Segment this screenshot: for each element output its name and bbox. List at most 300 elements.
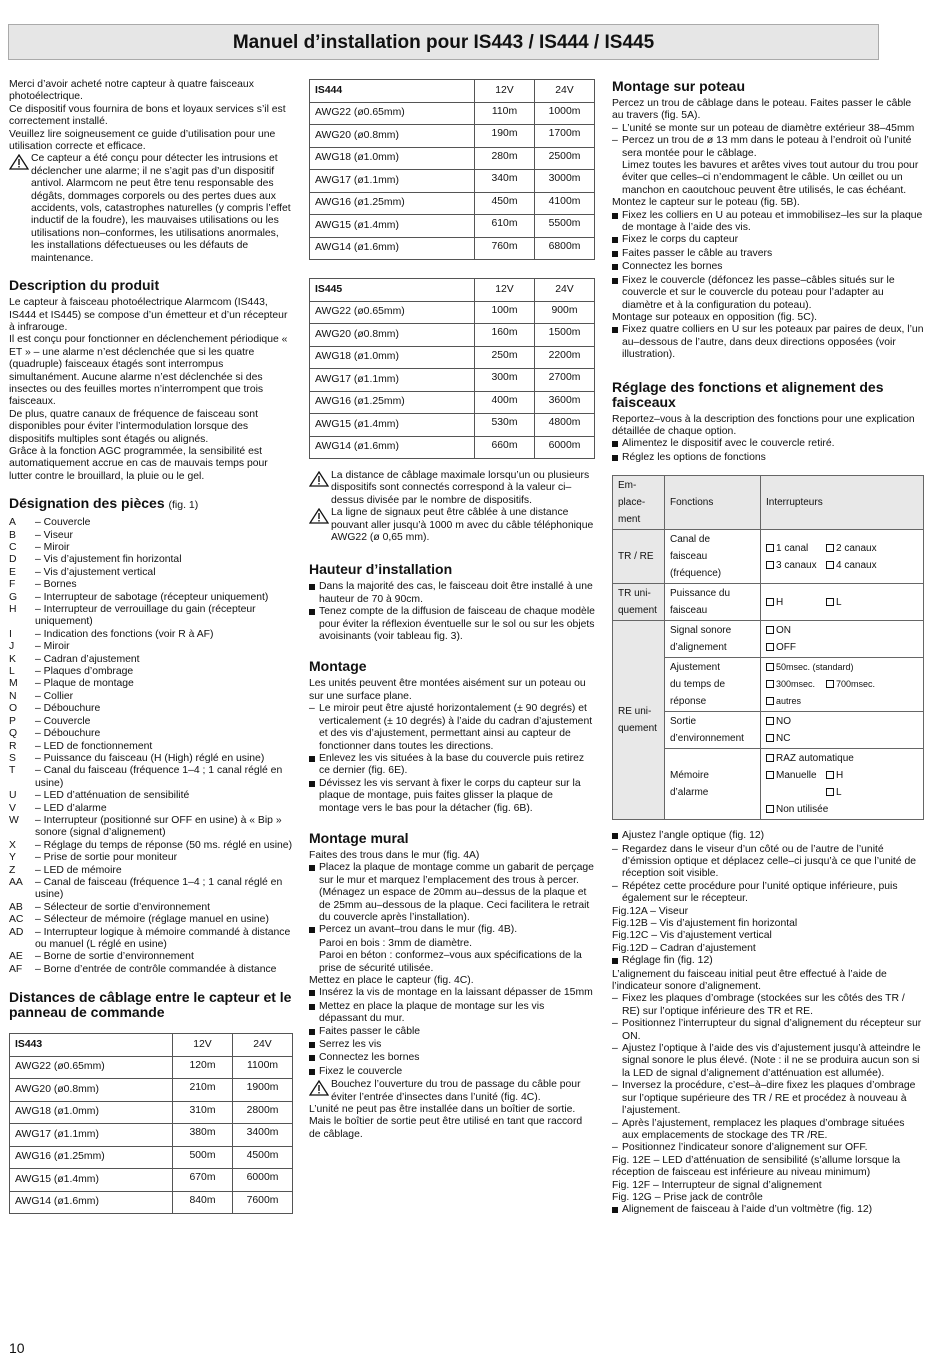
header-cell: IS444 [310,80,475,103]
dash-item: – Inversez la procédure, c’est–à–dire fixez les plaques d’ombrage sur l’optique supérieure des TR / RE et procédez à nouveau à l’ajustement. [612,1080,916,1117]
part-key: V [9,802,16,814]
header-cell: IS443 [10,1034,173,1057]
warning-icon [9,154,29,174]
table-cell: AWG17 (ø1.1mm) [310,369,475,392]
part-key: AA [9,876,23,888]
part-text: – Miroir [35,542,70,553]
part-text: – LED de fonctionnement [35,740,153,752]
section-heading [9,496,293,513]
part-key: AB [9,901,23,913]
part-text: – Couvercle [35,715,91,727]
table-row [10,1079,293,1102]
table-cell: 3400m [233,1124,293,1147]
table-cell: 340m [475,170,535,193]
checkbox[interactable] [766,805,774,813]
part-text: – LED de mémoire [35,864,122,876]
table-cell: AWG17 (ø1.1mm) [10,1124,173,1147]
checkbox[interactable] [766,754,774,762]
part-key: AD [9,926,24,938]
table-header-row [10,1034,293,1057]
dash-item: – L’unité se monte sur un poteau de diamètre extérieur 38–45mm [612,122,915,134]
table-cell: 1700m [535,125,595,148]
table-cell: AWG22 (ø0.65mm) [310,301,475,324]
part-key: AC [9,914,24,926]
part-text: – Cadran d’ajustement [35,653,140,665]
section-heading: Montage mural [309,829,409,846]
parts-list-item [9,666,293,678]
bullet-item: Fixez les colliers en U au poteau et immobilisez–les sur la plaque de montage à l’aide des vis. [612,210,924,235]
wiring-table-is443 [9,1033,293,1214]
table-cell: AWG16 (ø1.25mm) [310,391,475,414]
checkbox[interactable] [766,697,774,705]
intro-paragraph: Veuillez lire soigneusement ce guide d’utilisation pour une utilisation correcte et efficace. [9,128,276,153]
table-row [310,324,595,347]
table-cell: 2800m [233,1101,293,1124]
bullet-item: Connectez les bornes [612,261,924,274]
bullet-item: Connectez les bornes [309,1052,595,1065]
part-key: N [9,690,17,702]
checkbox[interactable] [826,771,834,779]
part-key: U [9,790,17,802]
table-cell: 450m [475,192,535,215]
bullet-item: Alignement de faisceau à l’aide d’un voltmètre (fig. 12) [612,1204,924,1217]
table-cell: 2500m [535,147,595,170]
table-cell: AWG14 (ø1.6mm) [10,1191,173,1214]
column-left [9,79,293,1214]
part-text: – Plaque de montage [35,678,134,690]
part-text: – Canal de faisceau (fréquence 1–4 ; 1 canal réglé en usine) [35,876,283,901]
parts-list [9,517,293,976]
dash-item: – Ajustez l’optique à l’aide des vis d’ajustement jusqu’à atteindre le signal sonore le plus élevé. (Note : il ne se produira aucun son si la LED de signal d’alignement d’atténuation est allumée). [612,1043,921,1079]
table-cell: AWG16 (ø1.25mm) [310,192,475,215]
part-text: – Interrupteur (positionné sur OFF en usine) à « Bip » sonore (signal d’alignement) [35,814,282,839]
checkbox[interactable] [826,544,834,552]
part-text: – Puissance du faisceau (H (High) réglé en usine) [35,752,265,764]
parts-list-item [9,803,293,815]
table-cell: 6800m [535,237,595,260]
parts-list-item [9,567,293,579]
warning-icon [309,1080,329,1100]
table-cell: AWG18 (ø1.0mm) [10,1101,173,1124]
checkbox[interactable] [766,561,774,569]
parts-list-item [9,790,293,802]
part-key: X [9,839,16,851]
part-text: – LED d’atténuation de sensibilité [35,790,190,802]
table-cell: 110m [475,102,535,125]
table-cell: 1900m [233,1079,293,1102]
part-text: – Borne d’entrée de contrôle commandée à distance [35,963,277,975]
paragraph: Montage sur poteaux en opposition (fig. 5C). [612,311,818,323]
figure-ref: Fig.12D – Cadran d’ajustement [612,942,756,954]
table-cell: 6000m [233,1169,293,1192]
figure-ref: Fig. 12E – LED d’atténuation de sensibilité (s’allume lorsque la réception de faisceau est inférieure au niveau minimum) [612,1154,901,1179]
section-heading: Montage sur poteau [612,78,746,94]
part-text: – Vis d’ajustement fin horizontal [35,554,182,566]
parts-list-item [9,517,293,529]
table-row [310,125,595,148]
checkbox[interactable] [766,717,774,725]
bullet-item: Fixez le couvercle (défoncez les passe–câbles situés sur le couvercle et sur le couvercle du poteau pour l’adapter au diamètre et à la configuration du poteau). [612,275,924,312]
table-cell: AWG14 (ø1.6mm) [310,237,475,260]
parts-list-item [9,641,293,653]
figure-ref: Fig.12B – Vis d’ajustement fin horizontal [612,918,798,929]
part-key: P [9,715,16,727]
dash-item: – Regardez dans le viseur d’un côté ou de l’autre de l’unité d’émission optique et déplacez celle–ci jusqu’à ce que l’unité de réception soit visible. [612,843,917,880]
part-key: D [9,554,17,566]
header-cell: 12V [475,279,535,302]
table-cell: 190m [475,125,535,148]
description-paragraph: Il est conçu pour fonctionner en déclenchement périodique « ET » – une alarme n’est déclenchée que si les quatre (quadruple) faisceaux étagés sont interrompus simultanément. Aucune alarme n’est déclenchée si des insectes ou des feuilles mortes n’interrompent que trois faisceaux. [9,334,288,408]
part-text: – Borne de sortie d’environnement [35,951,194,963]
table-row [310,346,595,369]
table-cell: 7600m [233,1191,293,1214]
warning-note [309,1079,595,1104]
table-cell: 4100m [535,192,595,215]
part-key: F [9,579,16,591]
part-text: – Prise de sortie pour moniteur [35,852,178,864]
wiring-table-is444 [309,79,595,260]
function-cell: Canal de faisceau (fréquence) [665,530,761,584]
table-row [310,147,595,170]
table-row [310,436,595,459]
table-row [310,369,595,392]
part-text: – Miroir [35,641,70,653]
part-key: W [9,814,19,826]
bullet-item: Percez un avant–trou dans le mur (fig. 4B). [309,924,595,937]
part-text: – Couvercle [35,517,91,529]
parts-list-item [9,604,293,629]
intro-paragraph: Ce dispositif vous fournira de bons et loyaux services s’il est correctement installé. [9,103,286,128]
table-cell: 1000m [535,102,595,125]
parts-list-item [9,927,293,952]
table-cell: 660m [475,436,535,459]
figure-ref: Fig.12A – Viseur [612,905,689,917]
table-cell: AWG15 (ø1.4mm) [310,215,475,238]
parts-list-item [9,716,293,728]
parts-list-item [9,914,293,926]
part-key: S [9,752,16,764]
bullet-item: Fixez quatre colliers en U sur les poteaux par paires de deux, l’un au–dessous de l’autre, dans deux directions opposées (voir illustration). [612,324,924,361]
table-cell: AWG20 (ø0.8mm) [310,324,475,347]
table-cell: 100m [475,301,535,324]
part-key: AF [9,963,23,975]
dash-item: – Fixez les plaques d’ombrage (stockées sur les côtés des TR / RE) sur l’optique inférieure des TR et RE. [612,993,905,1017]
paragraph: L’alignement du faisceau initial peut être effectué à l’aide de l’indicateur sonore d’alignement. [612,968,887,993]
bullet-item: Fixez le corps du capteur [612,234,924,247]
table-cell: 280m [475,147,535,170]
table-row [310,215,595,238]
part-text: – Débouchure [35,728,101,740]
part-text: – LED d’alarme [35,802,107,814]
part-key: Z [9,864,16,876]
function-table: Em- place- ment Fonctions Interrupteurs TR / RE Canal de faisceau (fréquence) 1 canal 2 canaux 3 canaux 4 canaux TR uni- quement Puissance du faisceau H L RE uni- quement Signal sonore d’alignement ON OFF Ajustement du temps de réponse 50msec. (standard) 300msec. 700msec. autres Sortie d’environnement NO NC Mémoire d’alarme RAZ automatique Manuelle H L Non utilisée [612,475,924,820]
part-text: – Indication des fonctions (voir R à AF) [35,628,214,640]
column-right [612,79,924,1218]
parts-heading: Désignation des pièces [9,495,165,512]
part-text: – Viseur [35,529,73,541]
location-cell: TR / RE [613,530,665,584]
section-heading: Montage [309,658,367,675]
bullet-item: Serrez les vis [309,1039,595,1052]
intro-paragraph: Merci d’avoir acheté notre capteur à quatre faisceaux photoélectrique. [9,79,254,103]
warning-text: Ce capteur a été conçu pour détecter les intrusions et déclencher une alarme; il ne s’agit pas d’un dispositif antivol. Alarmcom ne peut être tenu responsable des dégâts, dommages corporels ou des pertes dues aux accidents, vols, catastrophes naturelles (y compris l’effet inductif de la foudre), les mauvaises utilisations ou les utilisations non–conformes, les utilisations anormales, les installations défectueuses ou les défauts de maintenance. [31,153,291,264]
table-cell: 500m [173,1146,233,1169]
part-key: AE [9,951,23,963]
table-cell: 250m [475,346,535,369]
description-paragraph: De plus, quatre canaux de fréquence de faisceau sont disponibles pour éviter l’intermodulation lorsque des dispositifs multiples sont étagés ou alignés. [9,408,258,445]
header-cell: Interrupteurs [761,476,924,530]
table-row [10,1169,293,1192]
parts-list-item [9,902,293,914]
part-text: – Vis d’ajustement vertical [35,566,156,578]
section-heading: Réglage des fonctions et alignement des faisceaux [612,378,884,410]
description-paragraph: Grâce à la fonction AGC programmée, la sensibilité est automatiquement accrue en cas de mauvais temps pour lutter contre le brouillard, la pluie ou le gel. [9,445,268,482]
table-cell: 4800m [535,414,595,437]
paragraph: L’unité ne peut pas être installée dans un boîtier de sortie. Mais le boîtier de sortie peut être utilisé en tant que raccord de câblage. [309,1104,583,1140]
header-cell: Em- place- ment [613,476,665,530]
function-cell: Sortie d’environnement [665,712,761,749]
table-row [310,237,595,260]
bullet-item: Ajustez l’angle optique (fig. 12) [612,830,924,843]
paragraph: Reportez–vous à la description des fonctions pour une explication détaillée de chaque option. [612,413,915,437]
dash-item: – Percez un trou de ø 13 mm dans le poteau à l’endroit où l’unité sera montée pour le câblage. [612,135,912,159]
part-key: J [9,641,15,653]
header-cell: 24V [233,1034,293,1057]
paragraph: Paroi en béton : conformez–vous aux spécifications de la prise de sécurité utilisée. [319,950,582,974]
bullet-item: Enlevez les vis situées à la base du couvercle puis retirez ce dernier (fig. 6E). [309,753,595,778]
table-cell: 160m [475,324,535,347]
table-cell: 900m [535,301,595,324]
part-key: H [9,604,17,616]
bullet-item: Mettez en place la plaque de montage sur les vis dépassant du mur. [309,1001,595,1026]
table-header-row [310,279,595,302]
checkbox[interactable] [766,680,774,688]
table-cell: AWG20 (ø0.8mm) [10,1079,173,1102]
checkbox[interactable] [766,544,774,552]
header-cell: 24V [535,80,595,103]
parts-list-item [9,852,293,864]
dash-item: – Positionnez l’interrupteur du signal d’alignement du récepteur sur ON. [612,1018,922,1042]
part-text: – Interrupteur de sabotage (récepteur uniquement) [35,591,269,603]
parts-list-item [9,765,293,790]
section-heading: Hauteur d’installation [309,561,453,578]
part-key: A [9,517,16,529]
section-heading: Description du produit [9,277,160,294]
paragraph: Paroi en bois : 3mm de diamètre. [319,937,473,949]
parts-list-item [9,728,293,740]
parts-list-item [9,741,293,753]
function-cell: Puissance du faisceau [665,584,761,621]
checkbox[interactable] [766,734,774,742]
parts-list-item [9,592,293,604]
table-row [10,1101,293,1124]
page-number: 10 [9,1340,25,1356]
table-cell: 1500m [535,324,595,347]
table-cell: AWG17 (ø1.1mm) [310,170,475,193]
part-text: – Bornes [35,579,77,591]
location-cell: RE uni- quement [613,621,665,820]
parts-list-item [9,542,293,554]
cable-note-text: La ligne de signaux peut être câblée à une distance pouvant aller jusqu’à 1000 m avec du câble téléphonique AWG22 (ø 0,65 mm). [331,507,594,544]
bullet-item: Dans la majorité des cas, le faisceau doit être installé à une hauteur de 70 à 90cm. [309,581,595,606]
table-cell: AWG18 (ø1.0mm) [310,346,475,369]
checkbox[interactable] [766,598,774,606]
table-cell: AWG15 (ø1.4mm) [310,414,475,437]
part-text: – Interrupteur de verrouillage du gain (récepteur uniquement) [35,604,256,628]
table-cell: 210m [173,1079,233,1102]
checkbox[interactable] [766,643,774,651]
part-key: C [9,542,17,553]
table-cell: 310m [173,1101,233,1124]
parts-list-item [9,629,293,641]
parts-list-item [9,554,293,566]
table-cell: 1100m [233,1056,293,1079]
parts-list-item [9,753,293,765]
table-cell: 2700m [535,369,595,392]
part-text: – Sélecteur de sortie d’environnement [35,901,211,913]
paragraph: Montez le capteur sur le poteau (fig. 5B). [612,197,800,209]
table-row [10,1056,293,1079]
checkbox[interactable] [766,663,774,671]
table-cell: AWG14 (ø1.6mm) [310,436,475,459]
table-cell: 760m [475,237,535,260]
parts-list-item [9,877,293,902]
part-text: – Sélecteur de mémoire (réglage manuel en usine) [35,914,269,926]
function-cell: Mémoire d’alarme [665,749,761,820]
function-cell: Ajustement du temps de réponse [665,658,761,712]
part-key: Y [9,852,16,864]
table-cell: AWG20 (ø0.8mm) [310,125,475,148]
figure-ref: Fig. 12F – Interrupteur de signal d’alignement [612,1179,822,1191]
table-header-row [310,80,595,103]
part-key: B [9,529,16,541]
dash-item: – Répétez cette procédure pour l’unité optique inférieure, puis également sur le récepteur. [612,880,898,905]
warning-icon [309,471,329,491]
part-text: – Collier [35,690,74,702]
cable-note [309,507,595,544]
table-row [10,1124,293,1147]
paragraph: Limez toutes les bavures et arêtes vives tout autour du trou pour éviter que celles–ci n’endommagent le câble. Un œillet ou un manchon en caoutchouc peuvent être utilisés, le cas échéant. [622,160,919,196]
parts-list-item [9,579,293,591]
bullet-item: Alimentez le dispositif avec le couvercle retiré. [612,438,924,451]
table-cell: 3000m [535,170,595,193]
checkbox[interactable] [826,561,834,569]
table-row [310,102,595,125]
parts-list-item [9,654,293,666]
header-cell: 24V [535,279,595,302]
warning-icon [309,508,329,528]
bullet-item: Tenez compte de la diffusion de faisceau de chaque modèle pour éviter la réflexion éventuelle sur le sol ou sur les objets avoisinants (voir tableau fig. 3). [309,606,595,643]
part-key: K [9,653,16,665]
bullet-item: Réglage fin (fig. 12) [612,955,924,968]
checkbox[interactable] [826,598,834,606]
paragraph: Mettez en place le capteur (fig. 4C). [309,975,474,986]
table-row [310,192,595,215]
bullet-item: Faites passer le câble au travers [612,248,924,261]
part-text: – Débouchure [35,703,101,715]
description-paragraph: Le capteur à faisceau photoélectrique Alarmcom (IS443, IS444 et IS445) se compose d’un émetteur et d’un récepteur à infrarouge. [9,297,288,333]
dash-item: – Positionnez l’indicateur sonore d’alignement sur OFF. [612,1142,868,1154]
table-row [10,1146,293,1169]
bullet-item: Faites passer le câble [309,1026,595,1039]
bullet-item: Fixez le couvercle [309,1066,595,1079]
warning-text: Bouchez l’ouverture du trou de passage du câble pour éviter l’entrée d’insectes dans l’unité (fig. 4C). [331,1079,581,1103]
parts-list-item [9,691,293,703]
part-key: O [9,703,18,715]
table-cell: 400m [475,391,535,414]
table-row [310,414,595,437]
table-cell: 840m [173,1191,233,1214]
table-cell: 530m [475,414,535,437]
part-key: T [9,765,16,777]
table-row [310,301,595,324]
column-middle [309,79,595,1141]
bullet-item: Placez la plaque de montage comme un gabarit de perçage sur le mur et marquez l’emplacement des trous à percer. (Ménagez un espace de 20mm au–dessus de la plaque et de 25mm au–dessous de la plaque. Ceci facilitera le retrait du couvercle après l’installation). [309,862,595,924]
figure-ref: Fig. 12G – Prise jack de contrôle [612,1191,763,1203]
part-key: I [9,628,12,640]
bullet-item: Réglez les options de fonctions [612,452,924,465]
parts-list-item [9,840,293,852]
table-cell: AWG22 (ø0.65mm) [10,1056,173,1079]
dash-item: – Le miroir peut être ajusté horizontalement (± 90 degrés) et verticalement (± 10 degrés) à l’aide du cadran d’ajustement et des vis d’ajustement, permettant ainsi au capteur de fonctionner dans toutes les directions. [309,703,593,752]
table-cell: 670m [173,1169,233,1192]
checkbox[interactable] [766,626,774,634]
dash-item: – Après l’ajustement, remplacez les plaques d’ombrage situées aux emplacements de stockage des TR /RE. [612,1117,905,1141]
paragraph: Faites des trous dans le mur (fig. 4A) [309,849,480,861]
table-cell: 380m [173,1124,233,1147]
bullet-item: Dévissez les vis servant à fixer le corps du capteur sur la plaque de montage, puis faites glisser la plaque de montage vers le bas pour la détacher (fig. 6B). [309,778,595,815]
bullet-item: Insérez la vis de montage en la laissant dépasser de 15mm [309,987,595,1000]
cable-note-text: La distance de câblage maximale lorsqu’un ou plusieurs dispositifs sont connectés correspond à la valeur ci–dessus divisée par le nombre de dispositifs. [331,470,590,506]
table-cell: AWG16 (ø1.25mm) [10,1146,173,1169]
table-cell: AWG18 (ø1.0mm) [310,147,475,170]
part-key: R [9,740,17,752]
parts-list-item [9,530,293,542]
part-text: – Interrupteur logique à mémoire commandé à distance ou manuel (L réglé en usine) [35,926,291,950]
function-cell: Signal sonore d’alignement [665,621,761,658]
part-key: M [9,678,18,690]
table-cell: 120m [173,1056,233,1079]
checkbox[interactable] [826,788,834,796]
header-cell: 12V [173,1034,233,1057]
table-cell: 2200m [535,346,595,369]
part-key: G [9,591,18,603]
table-cell: 5500m [535,215,595,238]
table-row [310,170,595,193]
table-cell: 300m [475,369,535,392]
parts-list-item [9,703,293,715]
part-key: E [9,566,16,578]
table-row [310,391,595,414]
table-cell: 3600m [535,391,595,414]
cable-note [309,470,595,507]
checkbox[interactable] [826,680,834,688]
warning-note [9,153,293,265]
header-cell: Fonctions [665,476,761,530]
part-key: Q [9,728,18,740]
parts-list-item [9,815,293,840]
parts-list-item [9,951,293,963]
paragraph: Percez un trou de câblage dans le poteau. Faites passer le câble au travers (fig. 5A). [612,98,912,122]
location-cell: TR uni- quement [613,584,665,621]
checkbox[interactable] [766,771,774,779]
header-cell: 12V [475,80,535,103]
parts-list-item [9,964,293,976]
table-cell: 4500m [233,1146,293,1169]
header-cell: IS445 [310,279,475,302]
table-cell: 6000m [535,436,595,459]
part-text: – Canal du faisceau (fréquence 1–4 ; 1 canal réglé en usine) [35,765,283,789]
